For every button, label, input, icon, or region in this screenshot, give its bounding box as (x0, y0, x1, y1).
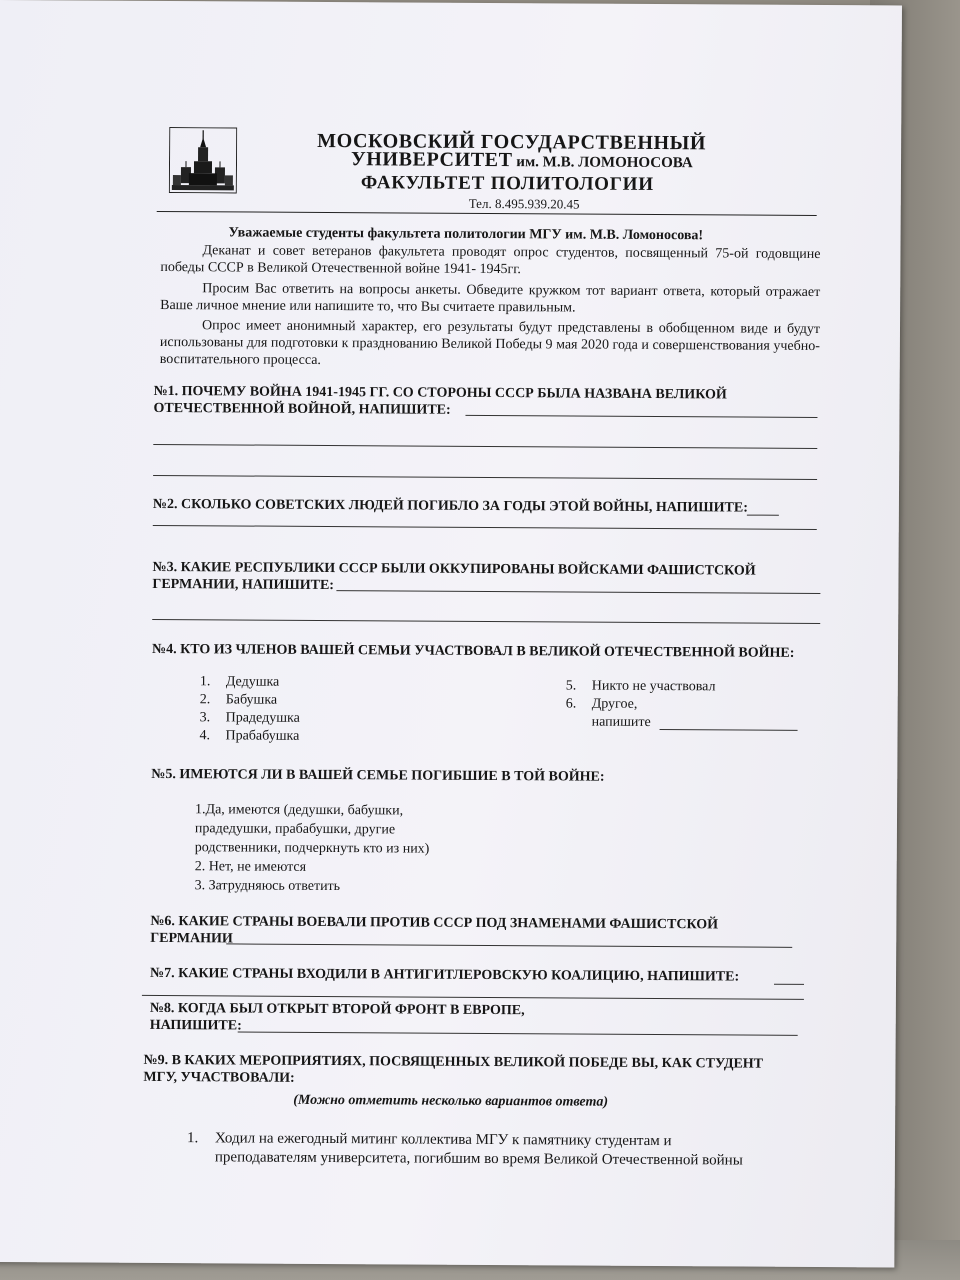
q4-option-1[interactable] (200, 673, 280, 691)
faculty-title: ФАКУЛЬТЕТ ПОЛИТОЛОГИИ (360, 172, 654, 195)
msu-building-logo (169, 127, 237, 193)
question-8-line1: №8. КОГДА БЫЛ ОТКРЫТ ВТОРОЙ ФРОНТ В ЕВРОПЕ, (149, 1000, 525, 1019)
q1-answer-line-2[interactable] (153, 444, 817, 449)
q4-option-6[interactable] (566, 695, 638, 713)
option-label: Дедушка (225, 674, 280, 690)
q7-answer-line-2[interactable] (142, 995, 804, 1000)
question-5: №5. ИМЕЮТСЯ ЛИ В ВАШЕЙ СЕМЬЕ ПОГИБШИЕ В ТОЙ ВОЙНЕ: (151, 766, 605, 785)
greeting: Уважаемые студенты факультета политологии МГУ им. М.В. Ломоносова! (228, 225, 704, 244)
university-title-line1: МОСКОВСКИЙ ГОСУДАРСТВЕННЫЙ (317, 129, 707, 155)
q1-answer-line-3[interactable] (153, 475, 817, 480)
question-4: №4. КТО ИЗ ЧЛЕНОВ ВАШЕЙ СЕМЬИ УЧАСТВОВАЛ В ВЕЛИКОЙ ОТЕЧЕСТВЕННОЙ ВОЙНЕ: (151, 641, 795, 661)
q4-other-write-label: напишите (591, 714, 651, 730)
intro-paragraph-2: Просим Вас ответить на вопросы анкеты. Обведите кружком тот вариант ответа, который отражает Ваше личное мнение или напишите то, что Вы считаете правильным. (160, 281, 821, 316)
option-label: Никто не участвовал (591, 678, 716, 695)
q7-answer-line-1[interactable] (774, 984, 804, 985)
q9-hint: (Можно отметить несколько вариантов ответа) (293, 1092, 609, 1110)
q4-option-2[interactable] (200, 691, 278, 709)
q4-option-4[interactable] (199, 727, 299, 746)
option-label: Прабабушка (225, 728, 300, 744)
intro-paragraph-3: Опрос имеет анонимный характер, его результаты будут представлены в обобщенном виде и будут использованы для подготовки к празднованию Великой Победы 9 мая 2020 года и совершенствования учебно-воспитательного процесса. (159, 318, 821, 368)
question-9 (143, 1052, 833, 1090)
q5-option-1-line1[interactable]: 1.Да, имеются (дедушки, бабушки, (195, 802, 404, 819)
question-9-line2: МГУ, УЧАСТВОВАЛИ: (143, 1069, 295, 1086)
q4-option-5[interactable] (566, 677, 716, 696)
phone-number: Тел. 8.495.939.20.45 (468, 195, 580, 212)
question-6-line2: ГЕРМАНИИ (150, 930, 233, 947)
q4-option-3[interactable] (200, 709, 300, 728)
option-number: 1. (199, 674, 211, 690)
q2-answer-line-2[interactable] (153, 525, 817, 530)
q5-option-1-line3: родственники, подчеркнуть кто из них) (194, 840, 430, 857)
university-title-line2 (351, 148, 693, 173)
question-8-line2: НАПИШИТЕ: (149, 1017, 242, 1034)
q5-option-1-line2: прадедушки, прабабушки, другие (194, 821, 396, 838)
q5-option-2[interactable]: 2. Нет, не имеются (194, 859, 307, 875)
option-number: 4. (199, 728, 211, 744)
question-7: №7. КАКИЕ СТРАНЫ ВХОДИЛИ В АНТИГИТЛЕРОВСКУЮ КОАЛИЦИЮ, НАПИШИТЕ: (150, 965, 740, 985)
university-name: им. М.В. ЛОМОНОСОВА (512, 154, 693, 172)
q9-option-1-line2: преподавателям университета, погибшим во время Великой Отечественной войны (214, 1149, 743, 1169)
option-label: Другое, (591, 696, 638, 712)
question-3-line1: №3. КАКИЕ РЕСПУБЛИКИ СССР БЫЛИ ОККУПИРОВАНЫ ВОЙСКАМИ ФАШИСТСКОЙ (152, 559, 756, 579)
question-6-line1: №6. КАКИЕ СТРАНЫ ВОЕВАЛИ ПРОТИВ СССР ПОД ЗНАМЕНАМИ ФАШИСТСКОЙ (150, 913, 719, 933)
q9-option-1-number: 1. (187, 1130, 199, 1147)
question-1-line2: ОТЕЧЕСТВЕННОЙ ВОЙНОЙ, НАПИШИТЕ: (153, 400, 451, 418)
q3-answer-line-2[interactable] (152, 619, 820, 624)
q4-other-answer-line[interactable] (660, 729, 798, 731)
option-number: 2. (199, 692, 211, 708)
q9-option-1-line1[interactable]: Ходил на ежегодный митинг коллектива МГУ к памятнику студентам и (215, 1130, 672, 1150)
question-3-line2: ГЕРМАНИИ, НАПИШИТЕ: (152, 576, 335, 594)
option-label: Бабушка (225, 692, 278, 708)
q5-option-3[interactable]: 3. Затрудняюсь ответить (194, 878, 341, 895)
question-2: №2. СКОЛЬКО СОВЕТСКИХ ЛЮДЕЙ ПОГИБЛО ЗА ГОДЫ ЭТОЙ ВОЙНЫ, НАПИШИТЕ: (152, 496, 748, 516)
university-word: УНИВЕРСИТЕТ (350, 148, 513, 172)
option-number: 6. (565, 696, 577, 712)
option-number: 5. (565, 678, 577, 694)
question-9-line1: №9. В КАКИХ МЕРОПРИЯТИЯХ, ПОСВЯЩЕННЫХ ВЕЛИКОЙ ПОБЕДЕ ВЫ, КАК СТУДЕНТ (143, 1052, 764, 1072)
question-1-line1: №1. ПОЧЕМУ ВОЙНА 1941-1945 ГГ. СО СТОРОНЫ СССР БЫЛА НАЗВАНА ВЕЛИКОЙ (153, 383, 727, 403)
intro-paragraph-1: Деканат и совет ветеранов факультета проводят опрос студентов, посвященный 75-ой годовщине победы СССР в Великой Отечественной войне 1941- 1945гг. (160, 243, 821, 278)
q2-answer-line-1[interactable] (747, 515, 779, 516)
option-number: 3. (199, 710, 211, 726)
option-label: Прадедушка (225, 710, 300, 726)
